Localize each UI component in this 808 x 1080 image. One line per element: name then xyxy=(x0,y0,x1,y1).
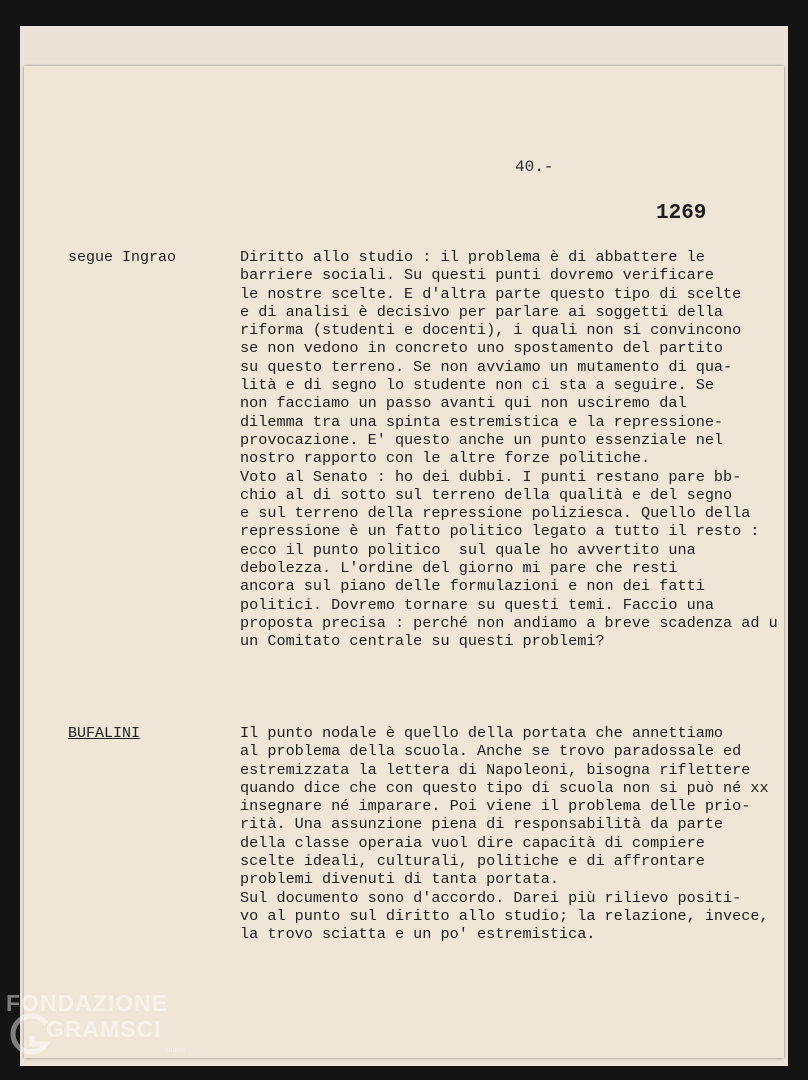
text-line: politici. Dovremo tornare su questi temi. Faccio una xyxy=(240,595,714,614)
logo-mark-icon xyxy=(6,1012,50,1056)
text-line: chio al di sotto sul terreno della qualità e del segno xyxy=(240,485,733,504)
fondazione-gramsci-logo xyxy=(6,990,216,1072)
text-line: e di analisi è decisivo per parlare ai soggetti della xyxy=(240,302,724,321)
text-line: ecco il punto politico sul quale ho avvertito una xyxy=(240,540,696,559)
text-line: rità. Una assunzione piena di responsabilità da parte xyxy=(240,815,724,834)
text-line: non facciamo un passo avanti qui non usciremo dal xyxy=(240,394,687,413)
text-line: della classe operaia vuol dire capacità di compiere xyxy=(240,833,705,852)
text-line: estremizzata la lettera di Napoleoni, bisogna riflettere xyxy=(240,760,751,779)
text-line: barriere sociali. Su questi punti dovremo verificare xyxy=(240,266,714,285)
text-line: repressione è un fatto politico legato a tutto il resto : xyxy=(240,522,760,541)
text-line: debolezza. L'ordine del giorno mi pare che resti xyxy=(240,559,678,578)
text-line: riforma (studenti e docenti), i quali non si convincono xyxy=(240,321,742,340)
text-line: se non vedono in concreto uno spostamento del partito xyxy=(240,339,724,358)
text-line: Voto al Senato : ho dei dubbi. I punti restano pare bb- xyxy=(240,467,742,486)
logo-line-fondazione: FONDAZIONE xyxy=(6,990,169,1016)
text-line: su questo terreno. Se non avviamo un mutamento di qua- xyxy=(240,357,733,376)
text-line: scelte ideali, culturali, politiche e di affrontare xyxy=(240,852,705,871)
speaker-label-ingrao: segue Ingrao xyxy=(68,249,177,266)
document-page xyxy=(24,66,784,1058)
text-line: le nostre scelte. E d'altra parte questo tipo di scelte xyxy=(240,284,742,303)
text-line: proposta precisa : perché non andiamo a breve scadenza ad u xyxy=(240,613,778,632)
text-line: lità e di segno lo studente non ci sta a seguire. Se xyxy=(240,376,714,395)
text-line: Diritto allo studio : il problema è di abbattere le xyxy=(240,248,705,266)
text-line: quando dice che con questo tipo di scuola non si può né xx xyxy=(240,778,769,797)
text-line: la trovo sciatta e un po' estremistica. xyxy=(240,925,596,944)
text-line: Sul documento sono d'accordo. Darei più rilievo positi- xyxy=(240,888,742,907)
text-line: vo al punto sul diritto allo studio; la relazione, invece, xyxy=(240,906,769,925)
text-line: problemi divenuti di tanta portata. xyxy=(240,870,559,889)
document-number: 1269 xyxy=(656,202,707,225)
page-number: 40.- xyxy=(515,158,554,176)
text-line: dilemma tra una spinta estremistica e la repressione- xyxy=(240,412,724,431)
speech-block-bufalini xyxy=(240,724,784,944)
text-line: al problema della scuola. Anche se trovo paradossale ed xyxy=(240,742,742,761)
text-line: provocazione. E' questo anche un punto essenziale nel xyxy=(240,430,724,449)
text-line: nostro rapporto con le altre forze politiche. xyxy=(240,449,651,468)
speaker-label-bufalini: BUFALINI xyxy=(68,725,141,742)
text-line: e sul terreno della repressione poliziesca. Quello della xyxy=(240,504,751,523)
text-line: insegnare né imparare. Poi viene il problema delle prio- xyxy=(240,797,751,816)
text-line: ancora sul piano delle formulazioni e non dei fatti xyxy=(240,577,705,596)
logo-line-gramsci: GRAMSCI xyxy=(46,1016,162,1042)
speech-block-ingrao xyxy=(240,248,784,651)
text-line: Il punto nodale è quello della portata che annettiamo xyxy=(240,724,724,742)
text-line: un Comitato centrale su questi problemi? xyxy=(240,632,605,651)
logo-line-onlus: onlus xyxy=(166,1045,186,1054)
